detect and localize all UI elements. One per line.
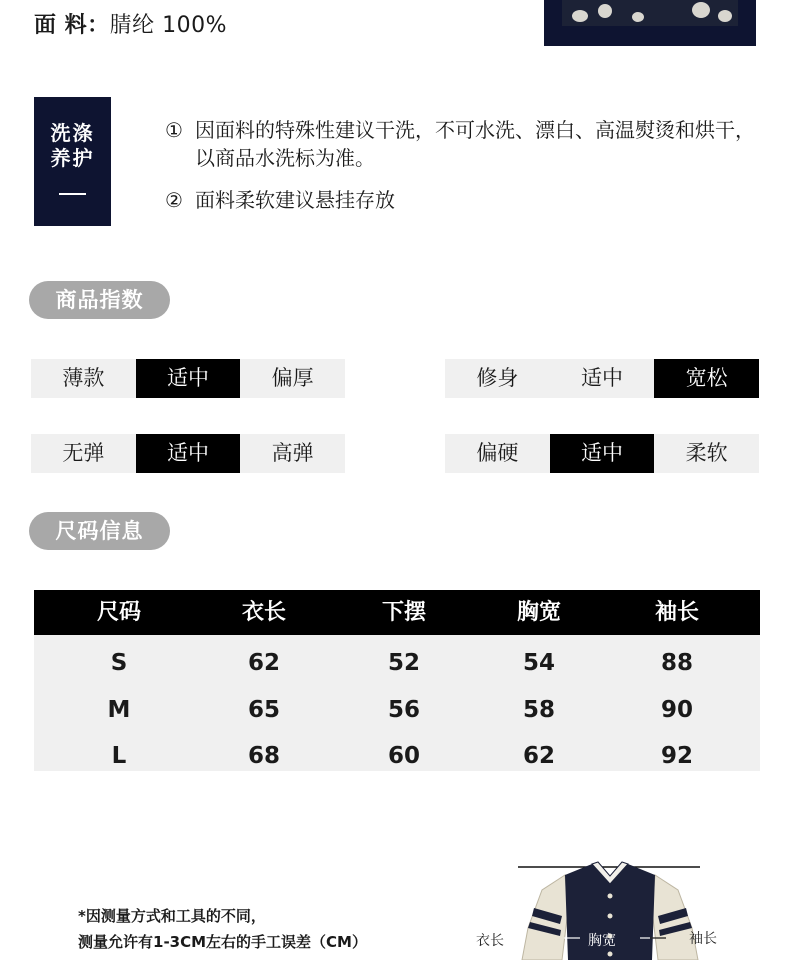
table-cell: 56 (387, 696, 420, 723)
table-row (34, 687, 760, 734)
table-cell: 58 (522, 696, 555, 723)
scale-option: 偏硬 (476, 441, 519, 465)
jacket-illustration (470, 850, 770, 960)
header-cell: 衣长 (241, 600, 286, 625)
care-instructions (165, 116, 765, 214)
table-cell: 68 (247, 743, 280, 769)
table-cell: S (110, 650, 128, 676)
scale-option: 薄款 (62, 366, 105, 390)
jacket-measurement-diagram (470, 850, 770, 960)
scale-softness (445, 434, 759, 473)
table-row (34, 733, 760, 780)
table-cell: 52 (387, 650, 420, 676)
button (608, 952, 613, 957)
product-image-crop (544, 0, 756, 46)
scale-option: 柔软 (685, 441, 728, 465)
header-cell: 尺码 (96, 600, 141, 625)
care-item-text: 面料柔软建议悬挂存放 (195, 188, 395, 212)
table-cell: L (111, 743, 127, 769)
care-item-2 (165, 186, 765, 214)
scale-option: 修身 (476, 366, 519, 390)
size-table-body (34, 635, 760, 771)
table-cell: 54 (522, 650, 555, 676)
size-table (34, 590, 760, 771)
table-cell: 65 (247, 696, 280, 723)
care-item-text: 因面料的特殊性建议干洗，不可水洗、漂白、高温熨烫和烘干，以商品水洗标为准。 (195, 118, 755, 170)
table-cell: 92 (660, 743, 693, 769)
table-row (34, 640, 760, 687)
scale-option: 适中 (581, 366, 623, 390)
care-title: 洗涤 养护 (50, 121, 95, 170)
sleeve-label: 袖长 (689, 931, 717, 947)
scale-option: 高弹 (271, 441, 314, 465)
scale-fit (445, 359, 759, 398)
section-title-size-info: 尺码信息 (29, 512, 170, 550)
chest-label: 胸宽 (588, 933, 616, 949)
care-badge-dash (59, 193, 86, 195)
scale-option-selected: 适中 (550, 434, 655, 473)
scale-option-selected: 适中 (136, 434, 241, 473)
care-badge (34, 97, 111, 226)
scale-option: 偏厚 (271, 366, 314, 390)
header-cell: 胸宽 (516, 600, 561, 625)
table-cell: 60 (387, 743, 420, 769)
table-cell: 62 (247, 650, 280, 676)
material-label: 面 料： (34, 13, 110, 38)
button (608, 894, 613, 899)
section-title-product-index: 商品指数 (29, 281, 170, 319)
note-line-2: 测量允许有1-3CM左右的手工误差（CM） (78, 933, 367, 951)
button (608, 914, 613, 919)
care-item-number: ① (165, 118, 183, 142)
size-table-header (34, 590, 760, 635)
care-item-number: ② (165, 188, 183, 212)
material-line (34, 8, 227, 39)
table-cell: 88 (660, 650, 693, 676)
scale-elasticity (31, 434, 345, 473)
scale-option: 无弹 (62, 441, 105, 465)
care-item-1 (165, 116, 765, 172)
scale-option-selected: 宽松 (654, 359, 759, 398)
header-cell: 袖长 (654, 600, 699, 625)
material-value: 腈纶 100% (109, 13, 228, 38)
table-cell: M (107, 696, 131, 723)
table-cell: 62 (522, 743, 555, 769)
measurement-note (78, 903, 367, 955)
scale-thickness (31, 359, 345, 398)
fabric-texture (562, 0, 738, 26)
length-label: 衣长 (476, 933, 504, 949)
table-cell: 90 (660, 696, 693, 723)
scale-option-selected: 适中 (136, 359, 241, 398)
header-cell: 下摆 (381, 600, 426, 625)
note-line-1: *因测量方式和工具的不同， (78, 907, 266, 925)
